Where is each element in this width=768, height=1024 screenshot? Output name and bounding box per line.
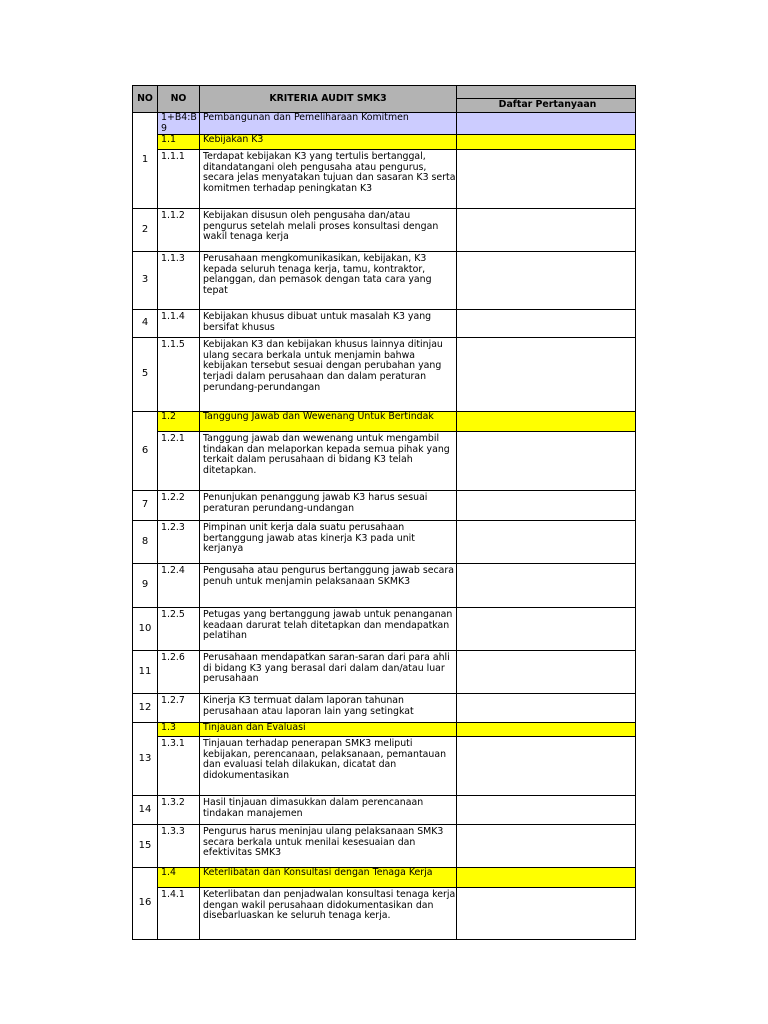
question-cell[interactable]: [457, 694, 636, 723]
criteria-text: Kebijakan K3 dan kebijakan khusus lainnya ditinjau ulang secara berkala untuk menjamin bahwa kebijakan tersebut sesuai dengan perubahan yang terjadi dalam perusahaan dan dalam peraturan perundang-perundangan: [200, 338, 457, 412]
question-cell[interactable]: [457, 432, 636, 491]
table-row: [133, 209, 636, 252]
table-row: [133, 608, 636, 651]
criteria-code: 1.2.5: [158, 608, 200, 651]
criteria-text: Tinjauan terhadap penerapan SMK3 meliputi kebijakan, perencanaan, pelaksanaan, pemantauan dan evaluasi telah dilakukan, dicatat dan didokumentasikan: [200, 737, 457, 796]
criteria-text: Kinerja K3 termuat dalam laporan tahunan perusahaan atau laporan lain yang setingkat: [200, 694, 457, 723]
criteria-code: 1.3.3: [158, 825, 200, 868]
question-cell[interactable]: [457, 796, 636, 825]
criteria-code: 1.2.6: [158, 651, 200, 694]
table-row: [133, 338, 636, 412]
criteria-code: 1.1.3: [158, 252, 200, 310]
criteria-text: Pengusaha atau pengurus bertanggung jawab secara penuh untuk menjamin pelaksanaan SKMK3: [200, 564, 457, 608]
row-no: 16: [133, 868, 158, 940]
criteria-text: Kebijakan khusus dibuat untuk masalah K3 yang bersifat khusus: [200, 310, 457, 338]
main-section-question[interactable]: [457, 113, 636, 135]
table-row: [133, 150, 636, 209]
row-no: 14: [133, 796, 158, 825]
subsection-question[interactable]: [457, 868, 636, 888]
row-no: 3: [133, 252, 158, 310]
question-cell[interactable]: [457, 491, 636, 521]
table-row: [133, 796, 636, 825]
row-no: 10: [133, 608, 158, 651]
criteria-code: 1.4.1: [158, 888, 200, 940]
question-cell[interactable]: [457, 521, 636, 564]
row-no: 7: [133, 491, 158, 521]
row-no: 15: [133, 825, 158, 868]
main-section-title: Pembangunan dan Pemeliharaan Komitmen: [200, 113, 457, 135]
question-cell[interactable]: [457, 338, 636, 412]
table-row: [133, 252, 636, 310]
row-no: 12: [133, 694, 158, 723]
table-row: [133, 651, 636, 694]
criteria-code: 1.3.1: [158, 737, 200, 796]
header-row: [133, 86, 636, 99]
criteria-code: 1.2.3: [158, 521, 200, 564]
subsection-row-1-4: [133, 868, 636, 888]
main-section-row: [133, 113, 636, 135]
header-no-left: NO: [133, 86, 158, 113]
criteria-text: Petugas yang bertanggung jawab untuk penanganan keadaan darurat telah ditetapkan dan mendapatkan pelatihan: [200, 608, 457, 651]
table-row: [133, 694, 636, 723]
table-row: [133, 825, 636, 868]
header-criteria: KRITERIA AUDIT SMK3: [200, 86, 457, 113]
header-no-code: NO: [158, 86, 200, 113]
table-row: [133, 432, 636, 491]
criteria-code: 1.1.4: [158, 310, 200, 338]
criteria-code: 1.1.1: [158, 150, 200, 209]
table-row: [133, 310, 636, 338]
question-cell[interactable]: [457, 825, 636, 868]
criteria-text: Penunjukan penanggung jawab K3 harus sesuai peraturan perundang-undangan: [200, 491, 457, 521]
row-no: 9: [133, 564, 158, 608]
table-row: [133, 737, 636, 796]
audit-sheet: [132, 85, 635, 940]
table-row: [133, 491, 636, 521]
criteria-text: Hasil tinjauan dimasukkan dalam perencanaan tindakan manajemen: [200, 796, 457, 825]
subsection-code: 1.4: [158, 868, 200, 888]
question-cell[interactable]: [457, 564, 636, 608]
criteria-code: 1.2.4: [158, 564, 200, 608]
criteria-text: Tanggung jawab dan wewenang untuk mengambil tindakan dan melaporkan kepada semua pihak yang terkait dalam perusahaan di bidang K3 telah ditetapkan.: [200, 432, 457, 491]
row-no: 6: [133, 412, 158, 491]
subsection-code: 1.3: [158, 723, 200, 737]
subsection-question[interactable]: [457, 723, 636, 737]
subsection-question[interactable]: [457, 412, 636, 432]
question-cell[interactable]: [457, 150, 636, 209]
subsection-title: Tinjauan dan Evaluasi: [200, 723, 457, 737]
subsection-row-1-3: [133, 723, 636, 737]
subsection-title: Keterlibatan dan Konsultasi dengan Tenaga Kerja: [200, 868, 457, 888]
subsection-row-1-2: [133, 412, 636, 432]
question-cell[interactable]: [457, 608, 636, 651]
subsection-question[interactable]: [457, 135, 636, 150]
header-questions-top: [457, 86, 636, 99]
criteria-text: Perusahaan mengkomunikasikan, kebijakan, K3 kepada seluruh tenaga kerja, tamu, kontraktor, pelanggan, dan pemasok dengan tata cara yang tepat: [200, 252, 457, 310]
table-row: [133, 564, 636, 608]
criteria-code: 1.3.2: [158, 796, 200, 825]
criteria-text: Perusahaan mendapatkan saran-saran dari para ahli di bidang K3 yang berasal dari dalam dan/atau luar perusahaan: [200, 651, 457, 694]
criteria-text: Keterlibatan dan penjadwalan konsultasi tenaga kerja dengan wakil perusahaan didokumentasikan dan disebarluaskan ke seluruh tenaga kerja.: [200, 888, 457, 940]
question-cell[interactable]: [457, 209, 636, 252]
criteria-text: Pimpinan unit kerja dala suatu perusahaan bertanggung jawab atas kinerja K3 pada unit kerjanya: [200, 521, 457, 564]
table-row: [133, 888, 636, 940]
audit-criteria-table: [132, 85, 636, 940]
row-no: 4: [133, 310, 158, 338]
criteria-code: 1.1.2: [158, 209, 200, 252]
criteria-text: Pengurus harus meninjau ulang pelaksanaan SMK3 secara berkala untuk menilai kesesuaian dan efektivitas SMK3: [200, 825, 457, 868]
row-no: 8: [133, 521, 158, 564]
table-row: [133, 521, 636, 564]
criteria-text: Terdapat kebijakan K3 yang tertulis bertanggal, ditandatangani oleh pengusaha atau pengurus, secara jelas menyatakan tujuan dan sasaran K3 serta komitmen terhadap peningkatan K3: [200, 150, 457, 209]
question-cell[interactable]: [457, 252, 636, 310]
criteria-code: 1.2.1: [158, 432, 200, 491]
subsection-code: 1.1: [158, 135, 200, 150]
header-questions: Daftar Pertanyaan: [457, 99, 636, 113]
criteria-text: Kebijakan disusun oleh pengusaha dan/atau pengurus setelah melali proses konsultasi dengan wakil tenaga kerja: [200, 209, 457, 252]
question-cell[interactable]: [457, 737, 636, 796]
subsection-title: Kebijakan K3: [200, 135, 457, 150]
row-no: 11: [133, 651, 158, 694]
subsection-code: 1.2: [158, 412, 200, 432]
row-no: 2: [133, 209, 158, 252]
row-no: 5: [133, 338, 158, 412]
question-cell[interactable]: [457, 310, 636, 338]
criteria-code: 1.1.5: [158, 338, 200, 412]
row-no: 13: [133, 723, 158, 796]
criteria-code: 1.2.7: [158, 694, 200, 723]
subsection-title: Tanggung Jawab dan Wewenang Untuk Bertindak: [200, 412, 457, 432]
question-cell[interactable]: [457, 651, 636, 694]
subsection-row-1-1: [133, 135, 636, 150]
criteria-code: 1.2.2: [158, 491, 200, 521]
main-section-code: 1+B4:B9: [158, 113, 200, 135]
row-no-1: 1: [133, 113, 158, 209]
question-cell[interactable]: [457, 888, 636, 940]
